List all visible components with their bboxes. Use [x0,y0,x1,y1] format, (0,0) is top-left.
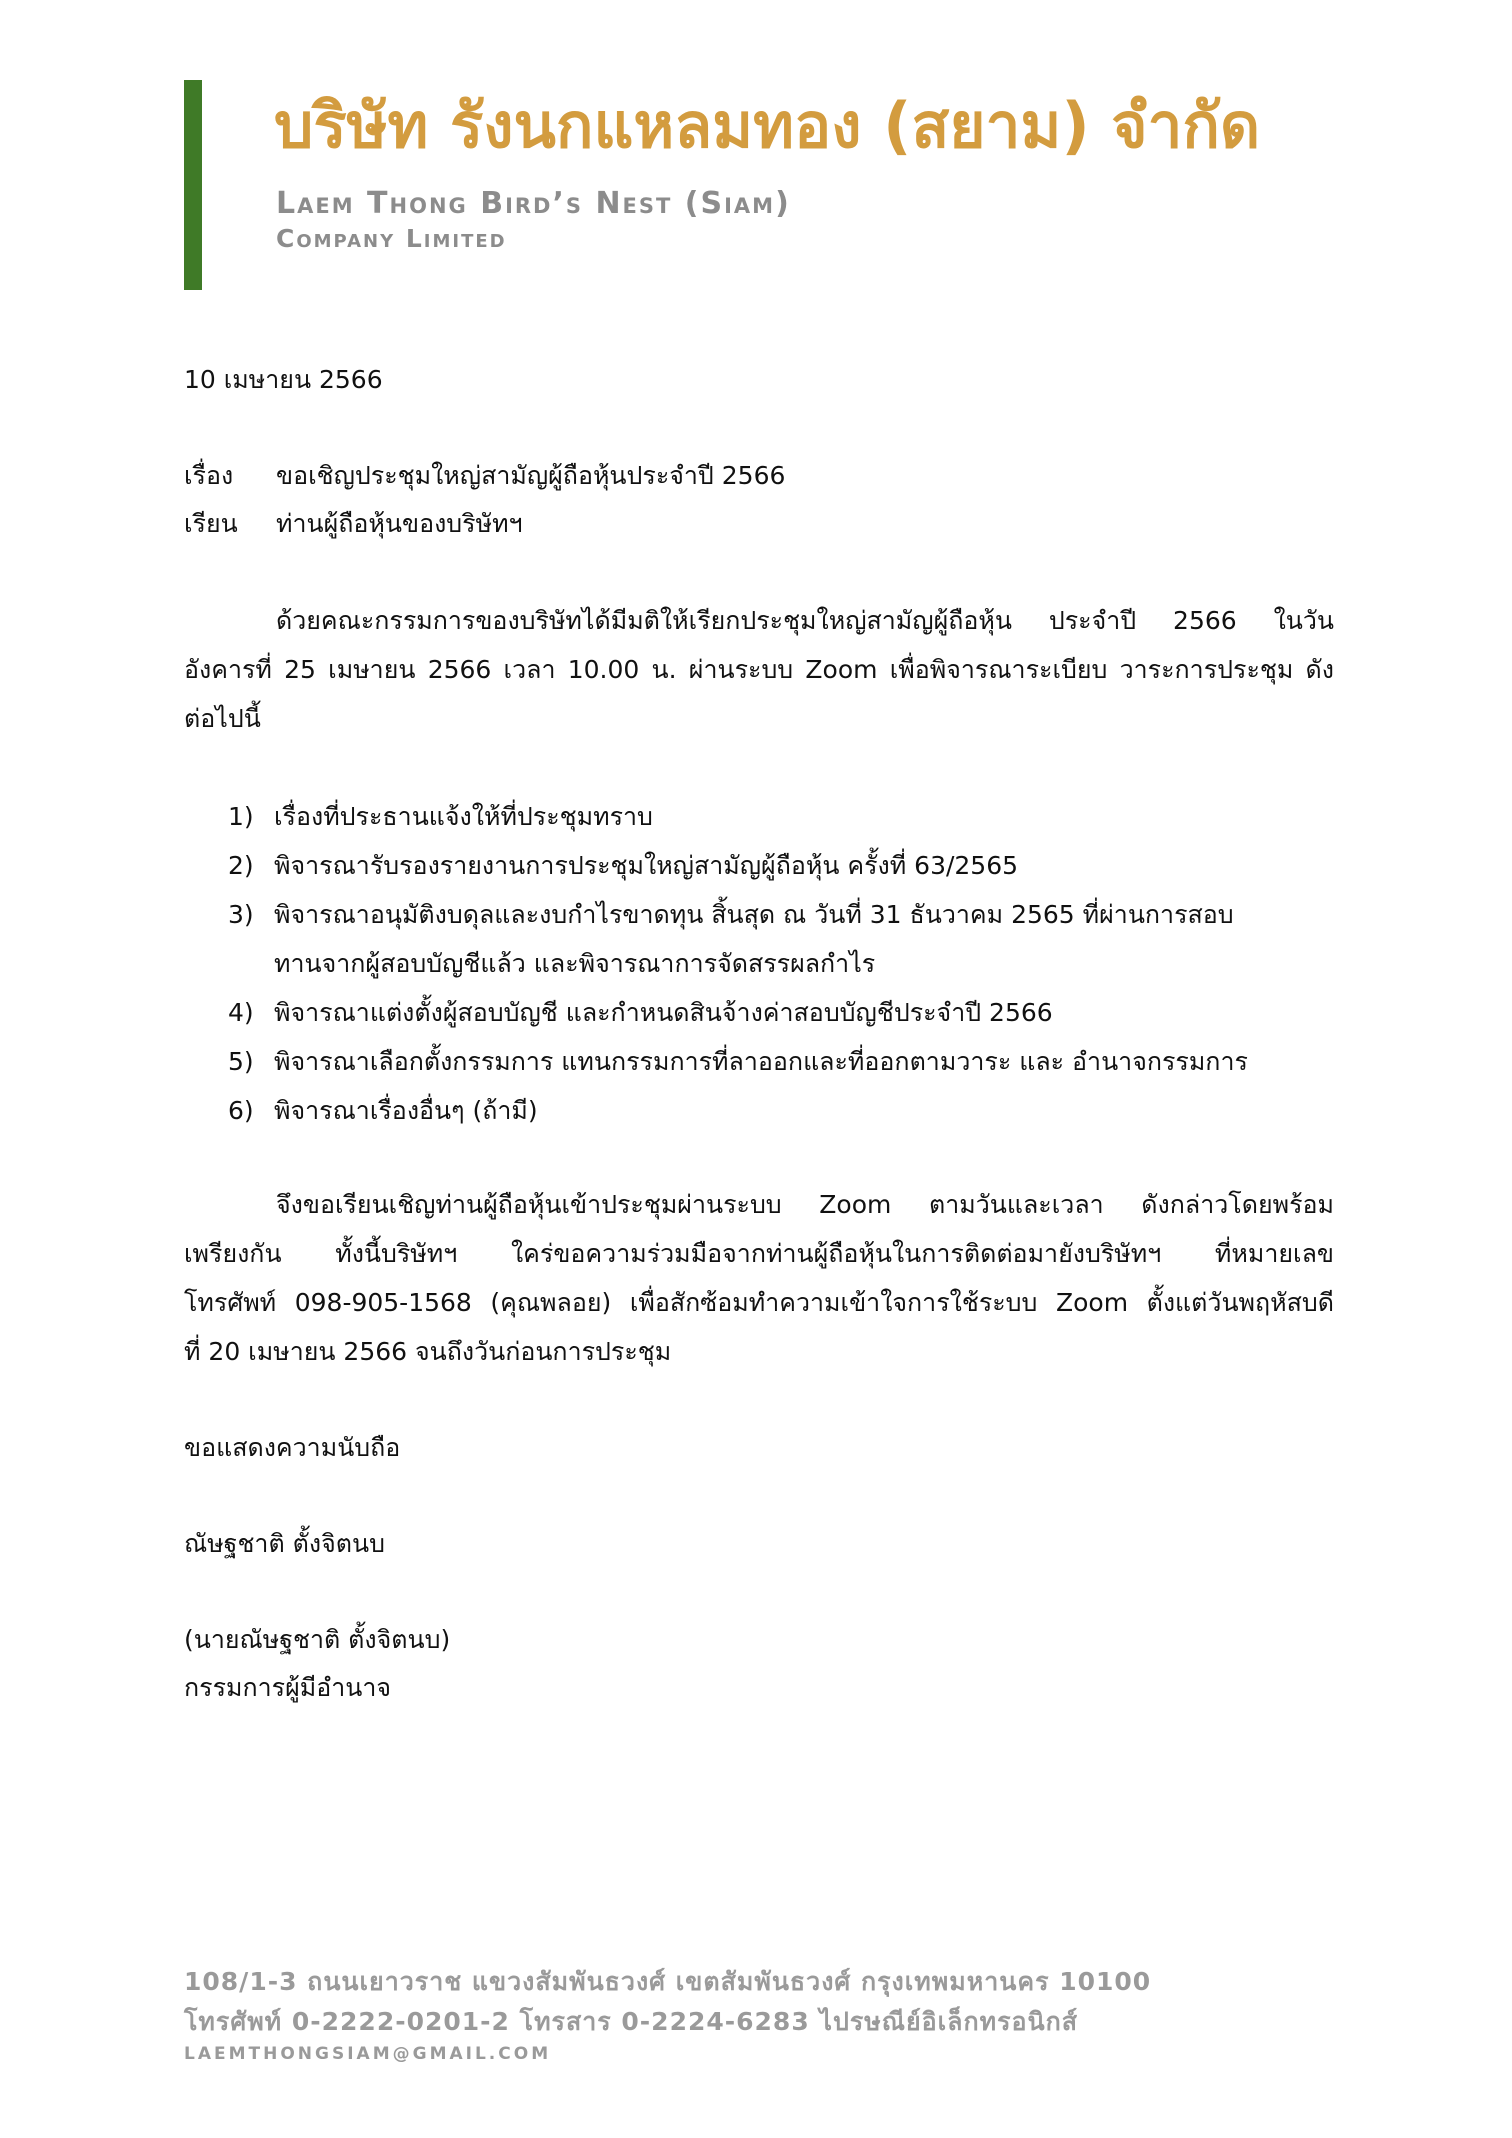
closing-salutation: ขอแสดงความนับถือ [184,1433,401,1462]
agenda-item [228,1086,1338,1135]
recipient-label: เรียน [184,509,238,538]
signature: ณัษฐชาติ ตั้งจิตนบ [184,1529,385,1558]
paragraph-line: ที่ 20 เมษายน 2566 จนถึงวันก่อนการประชุม [184,1337,672,1366]
footer-contact: โทรศัพท์ 0-2222-0201-2 โทรสาร 0-2224-6283 ไปรษณีย์อิเล็กทรอนิกส์ [184,2007,1079,2036]
agenda-text: พิจารณารับรองรายงานการประชุมใหญ่สามัญผู้ถือหุ้น ครั้งที่ 63/2565 [274,851,1019,880]
agenda-text: พิจารณาเลือกตั้งกรรมการ แทนกรรมการที่ลาออกและที่ออกตามวาระ และ อำนาจกรรมการ [274,1047,1248,1076]
agenda-text: พิจารณาเรื่องอื่นๆ (ถ้ามี) [274,1096,538,1125]
subject-row [184,452,785,500]
paragraph-line: ต่อไปนี้ [184,704,261,733]
intro-paragraph [184,596,1334,743]
letter-date: 10 เมษายน 2566 [184,365,383,394]
invitation-paragraph [184,1180,1334,1376]
company-name-thai: บริษัท รังนกแหลมทอง (สยาม) จำกัด [274,89,1261,162]
paragraph-line: เพรียงกัน ทั้งนี้บริษัทฯ ใคร่ขอความร่วมมือจากท่านผู้ถือหุ้นในการติดต่อมายังบริษัทฯ ที่หมายเลข [184,1239,1334,1268]
agenda-number: 1) [228,802,254,831]
paragraph-line: อังคารที่ 25 เมษายน 2566 เวลา 10.00 น. ผ่านระบบ Zoom เพื่อพิจารณาระเบียบ วาระการประชุม ดัง [184,655,1334,684]
agenda-item [228,792,1338,841]
footer-email: LAEMTHONGSIAM@GMAIL.COM [184,2044,552,2064]
agenda-number: 5) [228,1047,254,1076]
recipient-row [184,500,523,548]
agenda-text: เรื่องที่ประธานแจ้งให้ที่ประชุมทราบ [274,802,653,831]
agenda-list [228,792,1338,1135]
agenda-text-continued: ทานจากผู้สอบบัญชีแล้ว และพิจารณาการจัดสรรผลกำไร [274,949,876,978]
agenda-number: 4) [228,998,254,1027]
subject-text: ขอเชิญประชุมใหญ่สามัญผู้ถือหุ้นประจำปี 2566 [276,461,786,490]
company-name-english-line2: Company Limited [276,224,507,253]
company-name-english-line1: Laem Thong Bird’s Nest (Siam) [276,186,791,221]
paragraph-line: ด้วยคณะกรรมการของบริษัทได้มีมติให้เรียกประชุมใหญ่สามัญผู้ถือหุ้น ประจำปี 2566 ในวัน [276,606,1334,635]
recipient-text: ท่านผู้ถือหุ้นของบริษัทฯ [276,509,523,538]
agenda-item [228,1037,1338,1086]
signatory-full-name: (นายณัษฐชาติ ตั้งจิตนบ) [184,1625,451,1654]
agenda-text: พิจารณาอนุมัติงบดุลและงบกำไรขาดทุน สิ้นสุด ณ วันที่ 31 ธันวาคม 2565 ที่ผ่านการสอบ [274,900,1234,929]
paragraph-line: โทรศัพท์ 098-905-1568 (คุณพลอย) เพื่อสักซ้อมทำความเข้าใจการใช้ระบบ Zoom ตั้งแต่วันพฤหัสบดี [184,1288,1334,1317]
agenda-item [228,890,1338,988]
agenda-text: พิจารณาแต่งตั้งผู้สอบบัญชี และกำหนดสินจ้างค่าสอบบัญชีประจำปี 2566 [274,998,1053,1027]
subject-label: เรื่อง [184,461,234,490]
agenda-item [228,988,1338,1037]
agenda-item [228,841,1338,890]
paragraph-line: จึงขอเรียนเชิญท่านผู้ถือหุ้นเข้าประชุมผ่านระบบ Zoom ตามวันและเวลา ดังกล่าวโดยพร้อม [276,1190,1334,1219]
agenda-number: 6) [228,1096,254,1125]
agenda-number: 2) [228,851,254,880]
footer-address: 108/1-3 ถนนเยาวราช แขวงสัมพันธวงศ์ เขตสัมพันธวงศ์ กรุงเทพมหานคร 10100 [184,1967,1152,1996]
signatory-title: กรรมการผู้มีอำนาจ [184,1673,392,1702]
agenda-number: 3) [228,900,254,929]
letterhead-accent-bar [184,80,202,290]
